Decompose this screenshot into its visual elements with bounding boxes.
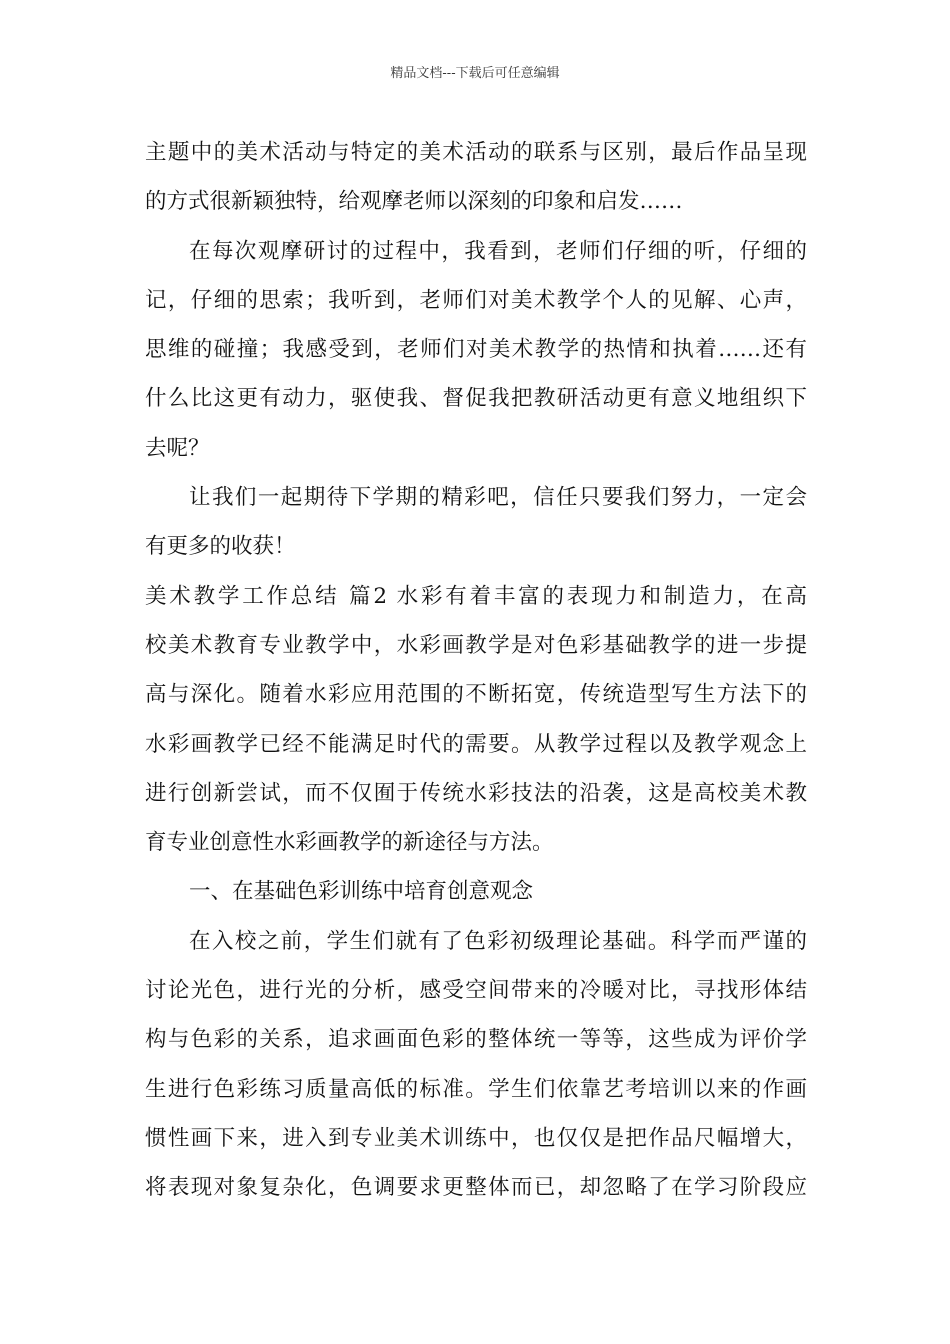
- page-header: 精品文档---下载后可任意编辑: [390, 66, 560, 81]
- text-line: 惯性画下来，进入到专业美术训练中，也仅仅是把作品尺幅增大，: [145, 1125, 807, 1151]
- text-line: 记，仔细的思索；我听到，老师们对美术教学个人的见解、心声，: [145, 287, 807, 313]
- text-line: 去呢？: [145, 435, 210, 461]
- text-line: 的方式很新颖独特，给观摩老师以深刻的印象和启发……: [145, 189, 683, 215]
- text-line: 主题中的美术活动与特定的美术活动的联系与区别，最后作品呈现: [145, 140, 807, 165]
- text-line: 进行创新尝试，而不仅囿于传统水彩技法的沿袭，这是高校美术教: [145, 780, 807, 806]
- text-line: 水彩画教学已经不能满足时代的需要。从教学过程以及教学观念上: [145, 731, 807, 757]
- text-line: 在入校之前，学生们就有了色彩初级理论基础。科学而严谨的: [189, 928, 807, 954]
- text-line: 有更多的收获！: [145, 534, 296, 560]
- text-line: 思维的碰撞；我感受到，老师们对美术教学的热情和执着……还有: [145, 337, 807, 363]
- text-line: 在每次观摩研讨的过程中，我看到，老师们仔细的听，仔细的: [189, 238, 807, 264]
- document-body: [145, 128, 807, 1213]
- text-line: 生进行色彩练习质量高低的标准。学生们依靠艺考培训以来的作画: [145, 1076, 807, 1102]
- text-line: 让我们一起期待下学期的精彩吧，信任只要我们努力，一定会: [189, 485, 807, 511]
- text-line: 将表现对象复杂化，色调要求更整体而已，却忽略了在学习阶段应: [145, 1175, 807, 1201]
- subheading-line: 一、在基础色彩训练中培育创意观念: [189, 879, 534, 905]
- text-line: 什么比这更有动力，驱使我、督促我把教研活动更有意义地组织下: [145, 386, 807, 412]
- text-line: 育专业创意性水彩画教学的新途径与方法。: [145, 830, 554, 856]
- text-line: 讨论光色，进行光的分析，感受空间带来的冷暖对比，寻找形体结: [145, 978, 807, 1004]
- text-line: 校美术教育专业教学中，水彩画教学是对色彩基础教学的进一步提: [145, 632, 807, 658]
- text-line: 构与色彩的关系，追求画面色彩的整体统一等等，这些成为评价学: [145, 1027, 807, 1053]
- section-title-line: 美术教学工作总结 篇2 水彩有着丰富的表现力和制造力，在高: [145, 583, 807, 609]
- text-line: 高与深化。随着水彩应用范围的不断拓宽，传统造型写生方法下的: [145, 682, 807, 708]
